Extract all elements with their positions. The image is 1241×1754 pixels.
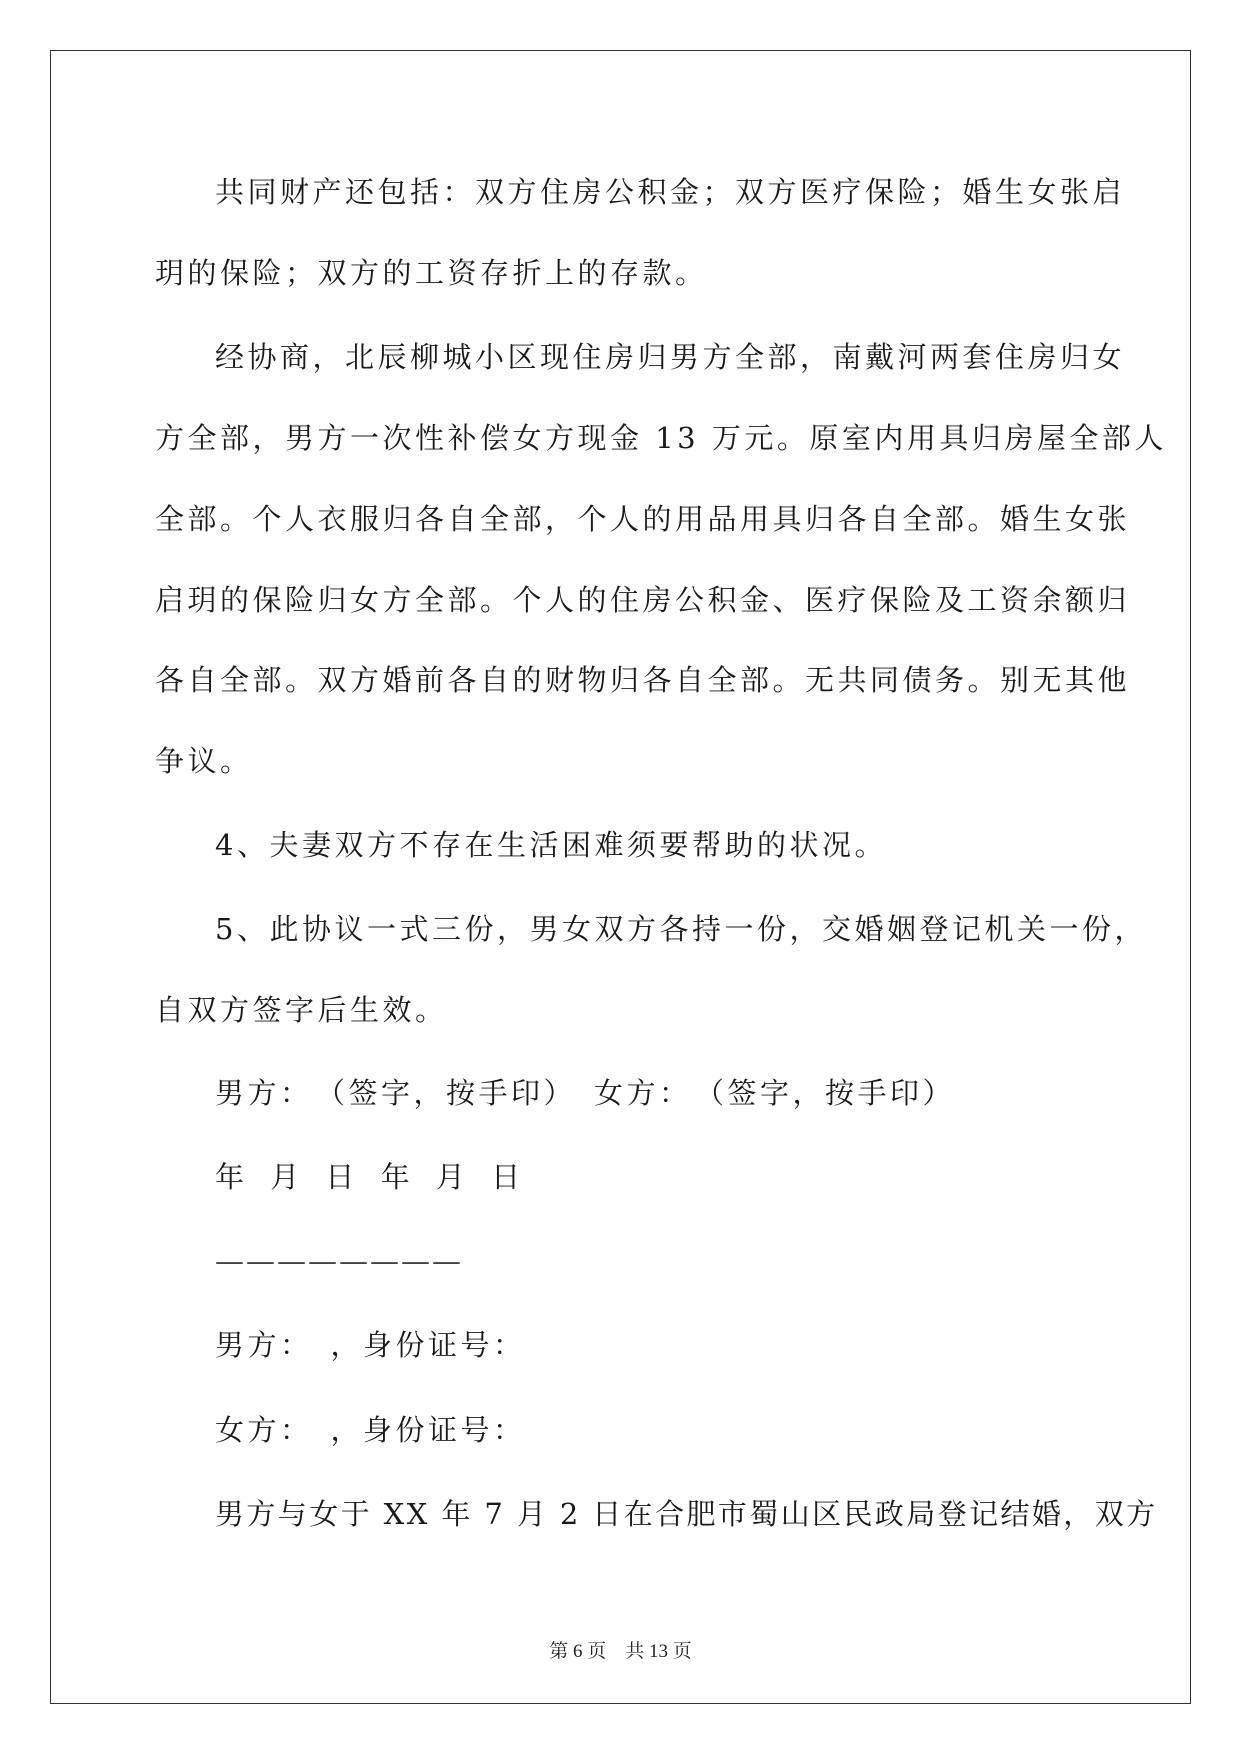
wife-id-line: 女方： ，身份证号： (215, 1413, 526, 1447)
body-text-line: 男方与女于 XX 年 7 月 2 日在合肥市蜀山区民政局登记结婚，双方 (215, 1497, 1158, 1531)
body-text-line: 各自全部。双方婚前各自的财物归各自全部。无共同债务。别无其他 (155, 663, 1131, 697)
page-number: 第 6 页 共 13 页 (549, 1641, 692, 1662)
body-text-line: 争议。 (155, 744, 253, 778)
date-line: 年 月 日 年 月 日 (215, 1160, 524, 1194)
body-text-line: 自双方签字后生效。 (155, 993, 448, 1027)
section-divider: ———————— (215, 1244, 463, 1278)
clause-5: 5、此协议一式三份，男女双方各持一份，交婚姻登记机关一份， (215, 912, 1147, 946)
body-text-line: 共同财产还包括：双方住房公积金；双方医疗保险；婚生女张启 (215, 175, 1126, 209)
clause-4: 4、夫妻双方不存在生活困难须要帮助的状况。 (215, 828, 887, 862)
body-text-line: 全部。个人衣服归各自全部，个人的用品用具归各自全部。婚生女张 (155, 502, 1131, 536)
body-text-line: 经协商，北辰柳城小区现住房归男方全部，南戴河两套住房归女 (215, 340, 1126, 374)
body-text-line: 启玥的保险归女方全部。个人的住房公积金、医疗保险及工资余额归 (155, 583, 1131, 617)
body-text-line: 玥的保险；双方的工资存折上的存款。 (155, 256, 708, 290)
signature-line: 男方： （签字，按手印） 女方： （签字，按手印） (215, 1076, 956, 1110)
body-text-line: 方全部，男方一次性补偿女方现金 13 万元。原室内用具归房屋全部人 (155, 421, 1167, 455)
page-border (50, 50, 1191, 1704)
husband-id-line: 男方： ，身份证号： (215, 1328, 526, 1362)
